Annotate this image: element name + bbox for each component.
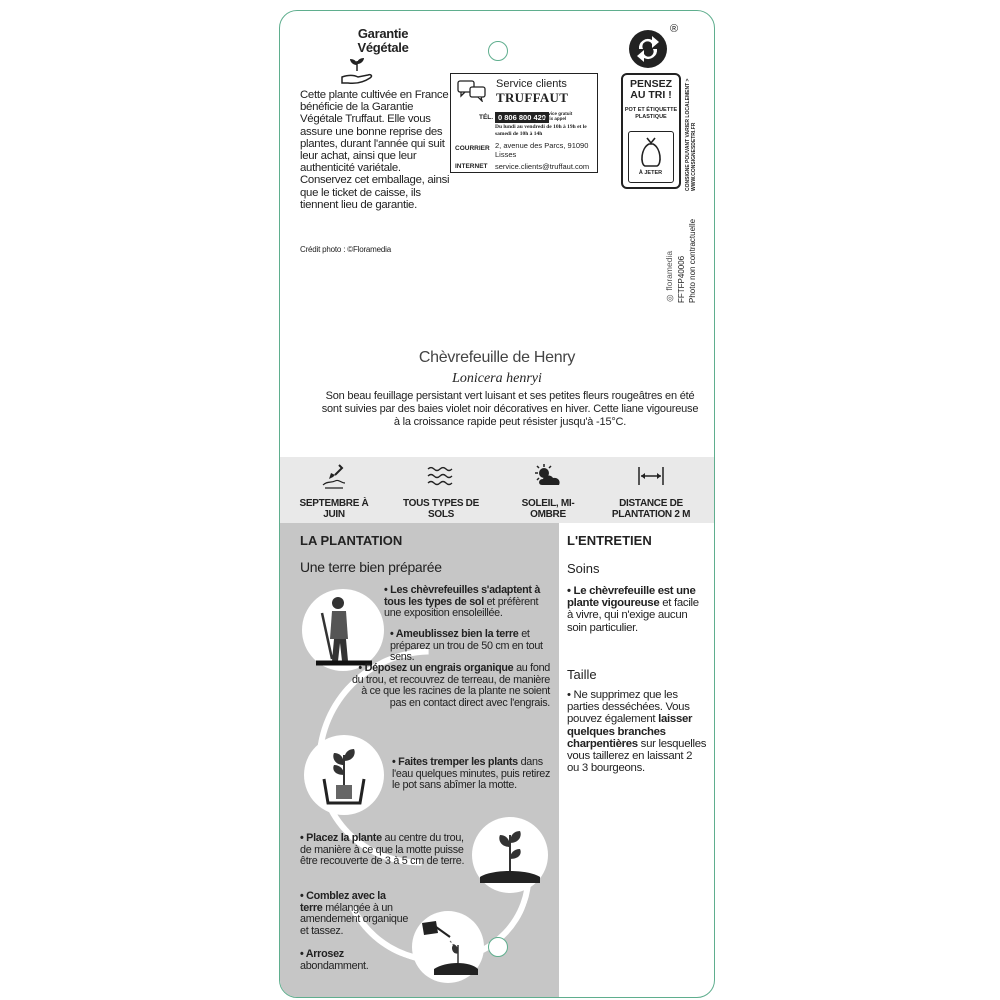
feature-soil: TOUS TYPES DE SOLS (396, 463, 486, 520)
feature-exposure: SOLEIL, MI-OMBRE (508, 463, 588, 520)
service-brand: TRUFFAUT (496, 90, 569, 105)
seedling-icon (472, 817, 548, 893)
mail-label: COURRIER (455, 145, 490, 152)
floramedia-logo: ◎ floramedia (664, 250, 674, 303)
sorting-action: À JETER (638, 170, 663, 176)
gardener-icon (302, 589, 384, 671)
care-text: • Le chèvrefeuille est une plante vigoureuse et facile à vivre, qui n'exige aucun soin particulier. (567, 585, 699, 634)
photo-credit: Crédit photo : ©Floramedia (300, 245, 391, 254)
service-email: service.clients@truffaut.com (495, 162, 590, 171)
guarantee-title: Garantie Végétale (357, 26, 409, 55)
distance-arrow-icon (636, 463, 666, 489)
guarantee-text: Cette plante cultivée en France bénéficie de la Garantie Végétale Truffaut. Elle vous assure une bonne reprise des plantes, durant l'année qui suit leur achat, ainsi que leur authenticité variétale. Conservez cet emballage, ainsi que le ticket de caisse, ils tiennent lieu de garantie. (300, 89, 450, 211)
trash-bag-panel (628, 131, 674, 183)
soaking-pot-illustration (304, 735, 384, 815)
plantation-step-6: • Comblez avec la terre mélangée à un amendement organique et tassez. (300, 890, 409, 937)
product-description: Son beau feuillage persistant vert luisant et ses petites fleurs rougeâtres en été sont suivies par des baies violet noir décoratives en hiver. Cette liane vigoureuse à la croissance rapide peut résister jusqu'à -15°C. (321, 390, 699, 428)
watering-illustration (412, 911, 484, 983)
sorting-title: PENSEZ AU TRI ! (629, 78, 672, 101)
product-code: FFTFP40006 (677, 255, 686, 303)
customer-service-box (450, 73, 598, 173)
phone-note: Service gratuit + prix appel (541, 111, 573, 121)
postal-address: 2, avenue des Parcs, 91090 Lisses (495, 141, 589, 159)
planting-spade-icon (321, 463, 347, 489)
pruning-title: Taille (567, 667, 597, 682)
watering-can-icon (412, 911, 484, 983)
sorting-instruction: CONSIGNE POUVANT VARIER LOCALEMENT > WWW.CONSIGNESDETRI.FR (685, 78, 697, 191)
maintenance-heading: L'ENTRETIEN (567, 533, 652, 548)
product-latin-name: Lonicera henryi (452, 371, 542, 386)
plantation-step-5: • Placez la plante au centre du trou, de manière à ce que la motte puisse être recouverte de 3 à 5 cm de terre. (300, 832, 465, 868)
feature-distance: DISTANCE DE PLANTATION 2 M (606, 463, 696, 520)
soil-types-icon (426, 463, 456, 489)
pruning-text: • Ne supprimez que les parties desséchées. Vous pouvez également laisser quelques branches charpentières sur lesquelles vous taillerez en laissant 2 ou 3 bourgeons. (567, 689, 707, 775)
plantation-subheading: Une terre bien préparée (300, 559, 442, 575)
phone-number: 0 806 800 420 (495, 112, 549, 123)
plantation-step-7: • Arrosez abondamment. (300, 948, 369, 972)
placing-plant-illustration (472, 817, 548, 893)
point-vert-recycling-icon (628, 23, 679, 73)
care-title: Soins (567, 561, 600, 576)
soaking-pot-icon (304, 735, 384, 815)
floramedia-symbol-icon: ◎ (664, 290, 674, 303)
hanging-hole-bottom (488, 937, 508, 957)
product-name: Chèvrefeuille de Henry (418, 349, 576, 366)
plant-label-card (279, 10, 715, 998)
tel-label: TÉL. (479, 114, 494, 121)
gardener-digging-illustration (302, 589, 384, 671)
triman-sorting-box (621, 73, 681, 189)
plantation-step-1: • Les chèvrefeuilles s'adaptent à tous les types de sol et préfèrent une exposition ensoleillée. (384, 584, 541, 620)
plantation-heading: LA PLANTATION (300, 533, 403, 548)
feature-planting-period: SEPTEMBRE À JUIN (294, 463, 374, 520)
photo-disclaimer: Photo non contractuelle (688, 218, 697, 303)
sun-cloud-icon (532, 463, 564, 489)
sorting-subtitle: POT ET ÉTIQUETTE PLASTIQUE (624, 107, 678, 120)
web-label: INTERNET (455, 163, 488, 170)
service-line1: Service clients (496, 78, 567, 90)
opening-hours: Du lundi au vendredi de 10h à 19h et le samedi de 10h à 14h (495, 124, 587, 137)
chat-bubbles-icon (457, 80, 487, 102)
trash-bag-icon (640, 136, 662, 168)
plantation-step-4: • Faites tremper les plants dans l'eau quelques minutes, puis retirez le pot sans abîmer la motte. (392, 756, 551, 792)
plantation-step-3: • Déposez un engrais organique au fond du trou, et recouvrez de terreau, de manière à ce que les racines de la plante ne soient pas en contact direct avec l'engrais. (351, 662, 550, 709)
hand-sprout-icon (340, 57, 376, 85)
features-band (280, 457, 714, 523)
plantation-step-2: • Ameublissez bien la terre et préparez un trou de 50 cm en tout sens. (390, 628, 543, 664)
registered-mark: ® (670, 23, 679, 35)
hanging-hole-top (488, 41, 508, 61)
